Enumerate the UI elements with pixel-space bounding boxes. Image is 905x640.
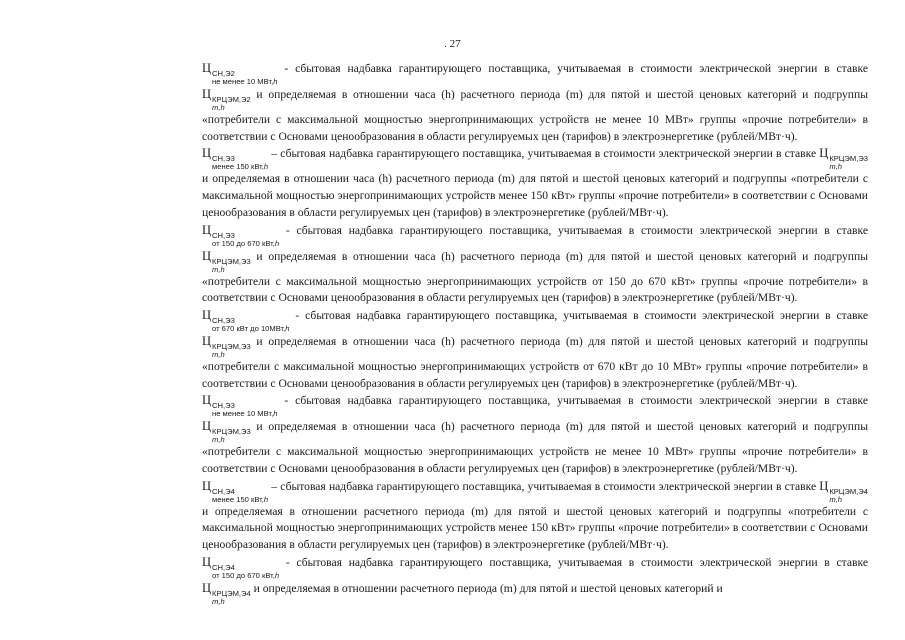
symbol-subscript: не менее 10 МВт,	[212, 409, 274, 419]
definition-paragraph	[202, 554, 868, 606]
definition-text-a: - сбытовая надбавка гарантирующего поставщика, учитываемая в стоимости электрической энергии в ставке	[277, 62, 868, 75]
tariff-symbol	[202, 307, 290, 333]
rate-base: Ц	[202, 87, 212, 101]
definition-paragraph	[202, 60, 868, 145]
body-text	[202, 60, 868, 606]
rate-symbol	[819, 145, 868, 171]
rate-symbol	[202, 248, 251, 274]
symbol-subscript-var: h	[274, 570, 280, 580]
definition-text-a: – сбытовая надбавка гарантирующего поставщика, учитываемая в стоимости электрической энергии в ставке	[268, 147, 820, 161]
definition-text-b: и определяемая в отношении часа (h) расчетного периода (m) для пятой и шестой ценовых категорий и подгруппы «потребители с максимальной мощностью энергопринимающих устройств не менее 10 МВт» группы «прочие потребители» в соответствии с Основами ценообразования в области регулируемых цен (тарифов) в электроэнергетике (рублей/МВт·ч).	[202, 420, 868, 476]
page-mark: .	[444, 39, 447, 49]
symbol-superscript: СН,Э4	[212, 486, 235, 496]
rate-symbol	[202, 333, 251, 359]
rate-base: Ц	[202, 419, 212, 434]
rate-superscript: КРЦЭМ,Э3	[212, 256, 251, 266]
symbol-superscript: СН,Э3	[212, 230, 235, 240]
symbol-base: Ц	[202, 146, 212, 161]
symbol-base: Ц	[202, 393, 212, 408]
symbol-subscript-var: h	[285, 323, 290, 333]
symbol-subscript-var: h	[274, 238, 280, 248]
rate-superscript: КРЦЭМ,Э4	[212, 588, 251, 598]
symbol-superscript: СН,Э3	[212, 401, 235, 411]
rate-subscript: m,h	[212, 435, 225, 445]
rate-symbol	[202, 418, 251, 444]
rate-base: Ц	[202, 333, 212, 348]
symbol-subscript: от 150 до 670 кВт,	[212, 570, 275, 580]
definition-text-b: и определяемая в отношении расчетного периода (m) для пятой и шестой ценовых категорий и подгруппы «потребители с максимальной мощностью энергопринимающих устройств менее 150 кВт» группы «прочие потребители» в соответствии с Основами ценообразования в области регулируемых цен (тарифов) в электроэнергетике (рублей/МВт·ч).	[202, 504, 868, 552]
rate-superscript: КРЦЭМ,Э3	[212, 427, 251, 437]
symbol-base: Ц	[202, 478, 212, 493]
rate-subscript: m,h	[212, 103, 225, 112]
symbol-base: Ц	[202, 554, 212, 569]
definition-paragraph	[202, 307, 868, 392]
rate-subscript: m,h	[212, 349, 225, 359]
definition-text-b: и определяемая в отношении часа (h) расчетного периода (m) для пятой и шестой ценовых категорий и подгруппы «потребители с максимальной мощностью энергопринимающих устройств от 150 до 670 кВт» группы «прочие потребители» в соответствии с Основами ценообразования в области регулируемых цен (тарифов) в электроэнергетике (рублей/МВт·ч).	[202, 249, 868, 305]
definition-paragraph	[202, 392, 868, 477]
page-number	[0, 38, 905, 50]
symbol-subscript: от 150 до 670 кВт,	[212, 238, 275, 248]
definition-text-a: - сбытовая надбавка гарантирующего поставщика, учитываемая в стоимости электрической энергии в ставке	[289, 308, 868, 322]
rate-base: Ц	[202, 248, 212, 263]
definition-text-b: и определяемая в отношении часа (h) расчетного периода (m) для пятой и шестой ценовых категорий и подгруппы «потребители с максимальной мощностью энергопринимающих устройств менее 150 кВт» группы «прочие потребители» в соответствии с Основами ценообразования в области регулируемых цен (тарифов) в электроэнергетике (рублей/МВт·ч).	[202, 172, 868, 219]
rate-subscript: m,h	[212, 596, 225, 606]
definition-text-b: и определяемая в отношении часа (h) расчетного периода (m) для пятой и шестой ценовых категорий и подгруппы «потребители с максимальной мощностью энергопринимающих устройств от 670 кВт до 10 МВт» группы «прочие потребители» в соответствии с Основами ценообразования в области регулируемых цен (тарифов) в электроэнергетике (рублей/МВт·ч).	[202, 334, 868, 390]
symbol-subscript-var: h	[263, 494, 269, 504]
definition-paragraph	[202, 222, 868, 307]
rate-symbol	[202, 86, 251, 112]
rate-symbol	[202, 580, 251, 606]
symbol-superscript: СН,Э4	[212, 562, 235, 572]
rate-superscript: КРЦЭМ,Э3	[212, 341, 251, 351]
tariff-symbol	[202, 478, 268, 504]
symbol-base: Ц	[202, 222, 212, 237]
symbol-base: Ц	[202, 61, 212, 75]
rate-superscript: КРЦЭМ,Э4	[829, 486, 868, 496]
page-number-text: 27	[449, 38, 461, 50]
rate-base: Ц	[819, 478, 829, 493]
symbol-subscript-var: h	[263, 162, 269, 172]
symbol-subscript: не менее 10 МВт,	[212, 77, 274, 86]
symbol-superscript: СН,Э3	[212, 315, 235, 325]
definition-text-a: - сбытовая надбавка гарантирующего поставщика, учитываемая в стоимости электрической энергии в ставке	[277, 394, 868, 408]
tariff-symbol	[202, 145, 268, 171]
symbol-subscript: от 670 кВт до 10МВт,	[212, 323, 286, 333]
symbol-subscript-var: h	[273, 77, 278, 86]
symbol-superscript: СН,Э3	[212, 154, 235, 164]
definition-text-a: - сбытовая надбавка гарантирующего поставщика, учитываемая в стоимости электрической энергии в ставке	[279, 555, 868, 569]
rate-base: Ц	[819, 146, 829, 161]
rate-symbol	[819, 478, 868, 504]
symbol-subscript: менее 150 кВт,	[212, 162, 264, 172]
tariff-symbol	[202, 554, 279, 580]
tariff-symbol	[202, 60, 277, 86]
symbol-base: Ц	[202, 307, 212, 322]
symbol-subscript: менее 150 кВт,	[212, 494, 264, 504]
rate-subscript: m,h	[212, 264, 225, 274]
symbol-subscript-var: h	[273, 409, 278, 419]
rate-superscript: КРЦЭМ,Э2	[212, 95, 251, 104]
rate-superscript: КРЦЭМ,Э3	[829, 154, 868, 164]
tariff-symbol	[202, 222, 279, 248]
rate-subscript: m,h	[829, 494, 842, 504]
symbol-superscript: СН,Э2	[212, 69, 235, 78]
definition-text-a: - сбытовая надбавка гарантирующего поставщика, учитываемая в стоимости электрической энергии в ставке	[279, 223, 868, 237]
rate-subscript: m,h	[829, 162, 842, 172]
definition-text-b: и определяемая в отношении часа (h) расчетного периода (m) для пятой и шестой ценовых категорий и подгруппы «потребители с максимальной мощностью энергопринимающих устройств не менее 10 МВт» группы «прочие потребители» в соответствии с Основами ценообразования в области регулируемых цен (тарифов) в электроэнергетике (рублей/МВт·ч).	[202, 88, 868, 143]
definition-paragraph	[202, 145, 868, 221]
tariff-symbol	[202, 392, 277, 418]
rate-base: Ц	[202, 580, 212, 595]
definition-text-a: – сбытовая надбавка гарантирующего поставщика, учитываемая в стоимости электрической энергии в ставке	[268, 479, 820, 493]
definition-paragraph	[202, 478, 868, 554]
definition-text-b: и определяемая в отношении расчетного периода (m) для пятой и шестой ценовых категорий и	[250, 581, 723, 595]
